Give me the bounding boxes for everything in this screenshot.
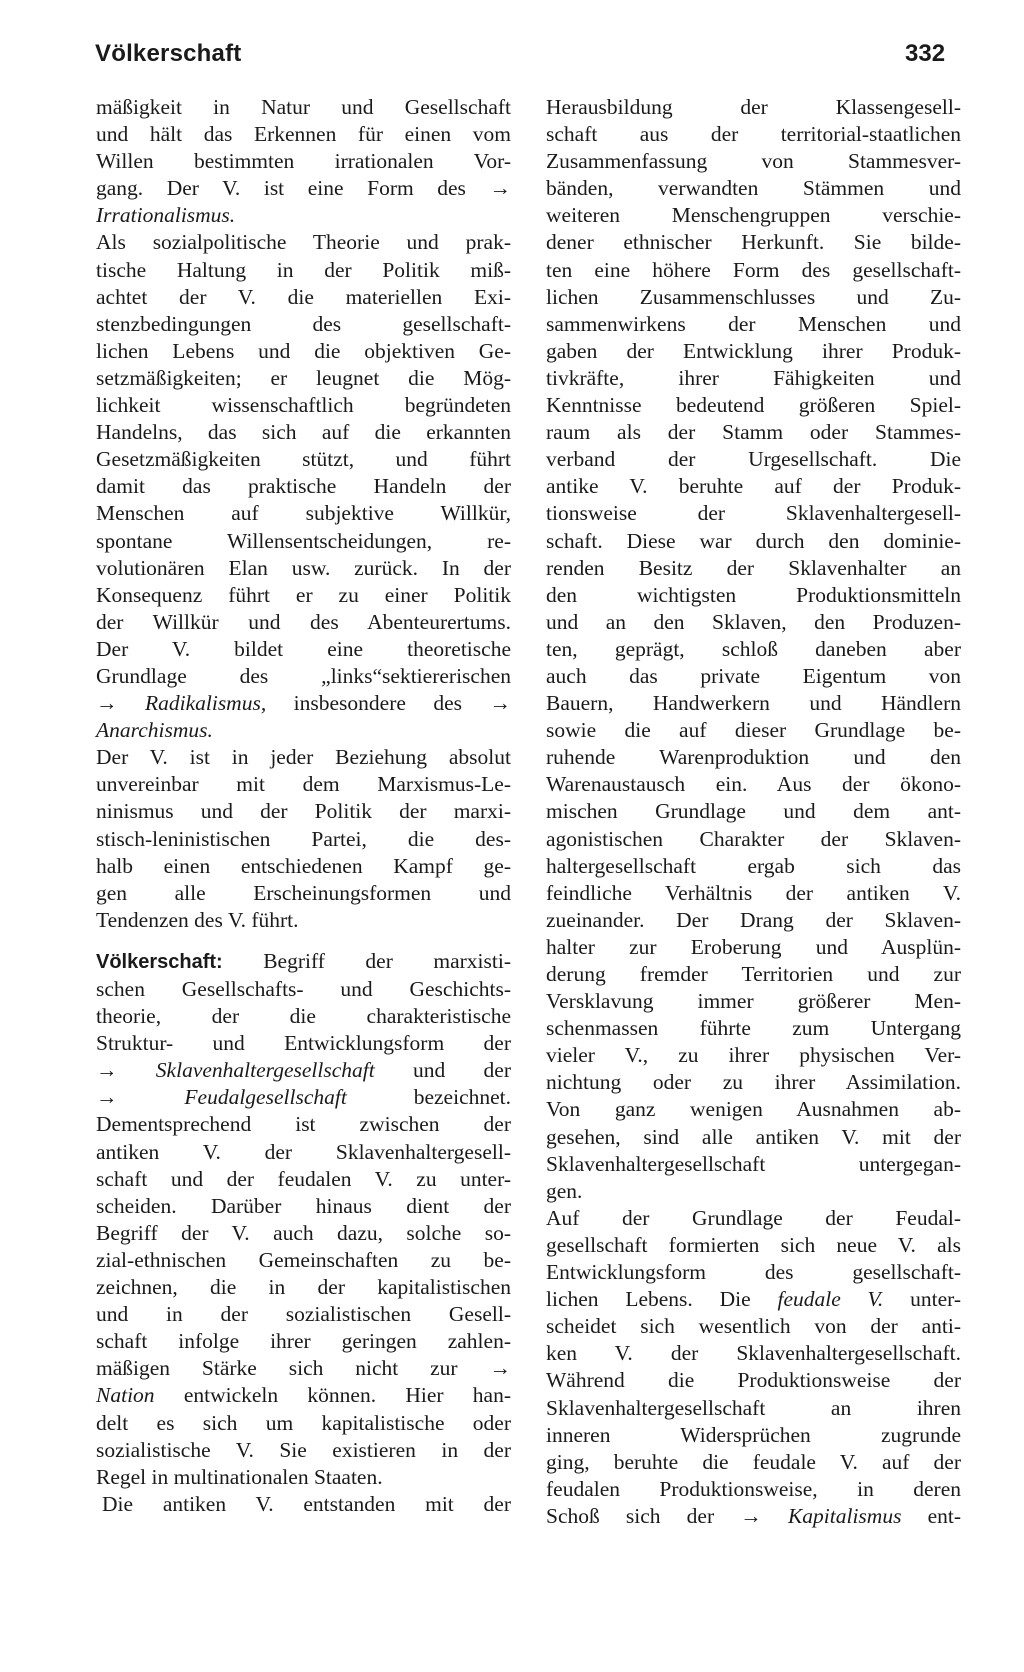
- text-line: Entwicklungsform des gesellschaft-: [546, 1260, 961, 1285]
- text-fragment: ent-: [927, 1503, 962, 1528]
- text-line: halter zur Eroberung und Ausplün-: [546, 934, 961, 959]
- text-line: ruhende Warenproduktion und den: [546, 745, 961, 770]
- text-line: Gesetzmäßigkeiten stützt, und führt: [96, 447, 511, 472]
- text-line: ging, beruhte die feudale V. auf der: [546, 1449, 961, 1474]
- text-line: Dementsprechend ist zwischen der: [96, 1112, 511, 1137]
- cross-reference-radikalismus[interactable]: Radikalismus,: [144, 691, 267, 716]
- text-line: dener ethnischer Herkunft. Sie bilde-: [546, 230, 961, 255]
- text-line: auch das private Eigentum von: [546, 663, 961, 688]
- text-line: [546, 1503, 961, 1530]
- text-line: Kenntnisse bedeutend größeren Spiel-: [546, 393, 961, 418]
- text-line: mischen Grundlage und dem ant-: [546, 799, 961, 824]
- text-line: [96, 717, 511, 744]
- text-line: Sklavenhaltergesellschaft untergegan-: [546, 1151, 961, 1176]
- text-line: sammenwirkens der Menschen und: [546, 311, 961, 336]
- text-line: lichen Zusammenschlusses und Zu-: [546, 284, 961, 309]
- text-line: stisch-leninistischen Partei, die des-: [96, 826, 511, 851]
- text-line: damit das praktische Handeln der: [96, 474, 511, 499]
- text-line: Konsequenz führt er zu einer Politik: [96, 582, 511, 607]
- entry-headword: Völkerschaft:: [96, 950, 223, 973]
- text-line: zeichnen, die in der kapitalistischen: [96, 1275, 511, 1300]
- text-line: Herausbildung der Klassengesell-: [546, 95, 961, 119]
- text-line: weiteren Menschengruppen verschie-: [546, 203, 961, 228]
- text-line: Auf der Grundlage der Feudal-: [546, 1205, 961, 1230]
- text-line: Warenaustausch ein. Aus der ökono-: [546, 772, 961, 797]
- page-number: 332: [905, 40, 946, 67]
- text-line: feudalen Produktionsweise, in deren: [546, 1476, 961, 1501]
- text-line: [96, 202, 511, 229]
- entry-first-line: [96, 948, 511, 976]
- emphasized-term: feudale V.: [777, 1287, 884, 1312]
- text-line: schen Gesellschafts- und Geschichts-: [96, 977, 511, 1001]
- text-line: Willen bestimmten irrationalen Vor-: [96, 149, 511, 174]
- text-line: gesellschaft formierten sich neue V. als: [546, 1232, 961, 1257]
- text-line: verband der Urgesellschaft. Die: [546, 447, 961, 472]
- text-fragment: entwickeln können. Hier han-: [183, 1383, 511, 1408]
- text-line: Die antiken V. entstanden mit der: [102, 1491, 511, 1516]
- text-line: unvereinbar mit dem Marxismus-Le-: [96, 772, 511, 797]
- text-line: Der V. ist in jeder Beziehung absolut: [96, 745, 511, 770]
- arrow-glyph: →: [740, 1503, 762, 1528]
- text-line: renden Besitz der Sklavenhalter an: [546, 555, 961, 580]
- text-line: antiken V. der Sklavenhaltergesell-: [96, 1139, 511, 1164]
- text-line: Struktur- und Entwicklungsform der: [96, 1031, 511, 1056]
- text-line: achtet der V. die materiellen Exi-: [96, 284, 511, 309]
- text-fragment: unter-: [910, 1287, 962, 1312]
- text-line: haltergesellschaft ergab sich das: [546, 853, 961, 878]
- text-line: mäßigen Stärke sich nicht zur →: [96, 1356, 511, 1381]
- running-header-title: Völkerschaft: [95, 40, 242, 67]
- text-line: gen.: [546, 1178, 583, 1203]
- text-line: Regel in multinationalen Staaten.: [96, 1464, 383, 1489]
- text-line: schaft infolge ihrer geringen zahlen-: [96, 1329, 511, 1354]
- text-line: gaben der Entwicklung ihrer Produk-: [546, 338, 961, 363]
- right-column: [546, 94, 961, 1530]
- text-line: zial-ethnischen Gemeinschaften zu be-: [96, 1247, 511, 1272]
- text-line: antike V. beruhte auf der Produk-: [546, 474, 961, 499]
- text-line: feindliche Verhältnis der antiken V.: [546, 880, 961, 905]
- text-line: Als sozialpolitische Theorie und prak-: [96, 230, 511, 255]
- text-line: Bauern, Handwerkern und Händlern: [546, 691, 961, 716]
- text-line: tische Haltung in der Politik miß-: [96, 257, 511, 282]
- text-line: ken V. der Sklavenhaltergesellschaft.: [546, 1341, 961, 1366]
- text-line: der Willkür und des Abenteurertums.: [96, 609, 511, 634]
- text-line: [546, 1286, 961, 1313]
- text-line: Versklavung immer größerer Men-: [546, 989, 961, 1014]
- text-line: gen alle Erscheinungsformen und: [96, 880, 511, 905]
- text-line: bänden, verwandten Stämmen und: [546, 176, 961, 201]
- text-line: scheiden. Darüber hinaus dient der: [96, 1193, 511, 1218]
- text-line: schenmassen führte zum Untergang: [546, 1016, 961, 1041]
- text-fragment: insbesondere des →: [293, 691, 512, 716]
- arrow-glyph: →: [96, 1058, 118, 1083]
- text-line: sozialistische V. Sie existieren in der: [96, 1437, 511, 1462]
- text-line: scheidet sich wesentlich von der anti-: [546, 1314, 961, 1339]
- text-line: delt es sich um kapitalistische oder: [96, 1410, 511, 1435]
- text-line: theorie, der die charakteristische: [96, 1004, 511, 1029]
- text-line: gang. Der V. ist eine Form des →: [96, 176, 511, 201]
- cross-reference-feudalgesellschaft[interactable]: Feudalgesellschaft: [184, 1085, 347, 1110]
- text-line: und hält das Erkennen für einen vom: [96, 122, 511, 147]
- text-line: und an den Sklaven, den Produzen-: [546, 609, 961, 634]
- text-line: lichen Lebens und die objektiven Ge-: [96, 338, 511, 363]
- text-fragment: und der: [413, 1058, 512, 1083]
- text-line: ninismus und der Politik der marxi-: [96, 799, 511, 824]
- text-line: Begriff der V. auch dazu, solche so-: [96, 1220, 511, 1245]
- text-line: den wichtigsten Produktionsmitteln: [546, 582, 961, 607]
- text-line: schaft. Diese war durch den dominie-: [546, 528, 961, 553]
- arrow-glyph: →: [96, 1085, 118, 1110]
- text-fragment: bezeichnet.: [413, 1085, 512, 1110]
- cross-reference-anarchismus[interactable]: Anarchismus.: [96, 718, 213, 743]
- text-line: agonistischen Charakter der Sklaven-: [546, 826, 961, 851]
- text-line: [96, 1057, 511, 1084]
- text-line: Während die Produktionsweise der: [546, 1368, 961, 1393]
- text-line: schaft aus der territorial-staatlichen: [546, 122, 961, 147]
- text-fragment: lichen Lebens. Die: [546, 1287, 751, 1312]
- text-line: sowie die auf dieser Grundlage be-: [546, 718, 961, 743]
- text-line: tivkräfte, ihrer Fähigkeiten und: [546, 365, 961, 390]
- text-line: gesehen, sind alle antiken V. mit der: [546, 1124, 961, 1149]
- text-line: Tendenzen des V. führt.: [96, 907, 299, 932]
- text-line: lichkeit wissenschaftlich begründeten: [96, 393, 511, 418]
- text-line: stenzbedingungen des gesellschaft-: [96, 311, 511, 336]
- cross-reference-kapitalismus[interactable]: Kapitalismus: [787, 1503, 902, 1528]
- text-line: tionsweise der Sklavenhaltergesell-: [546, 501, 961, 526]
- text-line: volutionären Elan usw. zurück. In der: [96, 555, 511, 580]
- text-fragment: Begriff der marxisti-: [263, 948, 511, 973]
- text-line: ten, geprägt, schloß daneben aber: [546, 636, 961, 661]
- arrow-glyph: →: [96, 691, 118, 716]
- cross-reference-irrationalismus[interactable]: Irrationalismus.: [96, 203, 236, 228]
- text-line: Grundlage des „links“sektiererischen: [96, 663, 511, 688]
- text-line: nichtung oder zu ihrer Assimilation.: [546, 1070, 961, 1095]
- text-line: mäßigkeit in Natur und Gesellschaft: [96, 95, 511, 119]
- paragraph-gap: [96, 934, 511, 948]
- text-line: derung fremder Territorien und zur: [546, 962, 961, 986]
- text-line: ten eine höhere Form des gesellschaft-: [546, 257, 961, 282]
- text-line: Der V. bildet eine theoretische: [96, 636, 511, 661]
- text-fragment: Schoß sich der: [546, 1503, 715, 1528]
- text-line: zueinander. Der Drang der Sklaven-: [546, 907, 961, 932]
- text-line: vieler V., zu ihrer physischen Ver-: [546, 1043, 961, 1068]
- cross-reference-sklavenhaltergesellschaft[interactable]: Sklavenhaltergesellschaft: [155, 1058, 375, 1083]
- text-line: halb einen entschiedenen Kampf ge-: [96, 853, 511, 878]
- text-line: spontane Willensentscheidungen, re-: [96, 528, 511, 553]
- text-line: schaft und der feudalen V. zu unter-: [96, 1166, 511, 1191]
- text-line: Sklavenhaltergesellschaft an ihren: [546, 1395, 961, 1420]
- text-line: und in der sozialistischen Gesell-: [96, 1302, 511, 1327]
- text-line: Von ganz wenigen Ausnahmen ab-: [546, 1097, 961, 1122]
- text-line: raum als der Stamm oder Stammes-: [546, 420, 961, 445]
- cross-reference-nation[interactable]: Nation: [96, 1383, 155, 1408]
- text-line: inneren Widersprüchen zugrunde: [546, 1422, 961, 1447]
- text-line: [96, 1084, 511, 1111]
- left-column: [96, 94, 511, 1518]
- text-line: Zusammenfassung von Stammesver-: [546, 149, 961, 174]
- text-line: setzmäßigkeiten; er leugnet die Mög-: [96, 365, 511, 390]
- text-line: [96, 690, 511, 717]
- text-line: Menschen auf subjektive Willkür,: [96, 501, 511, 526]
- text-line: [96, 1382, 511, 1409]
- text-line: Handelns, das sich auf die erkannten: [96, 420, 511, 445]
